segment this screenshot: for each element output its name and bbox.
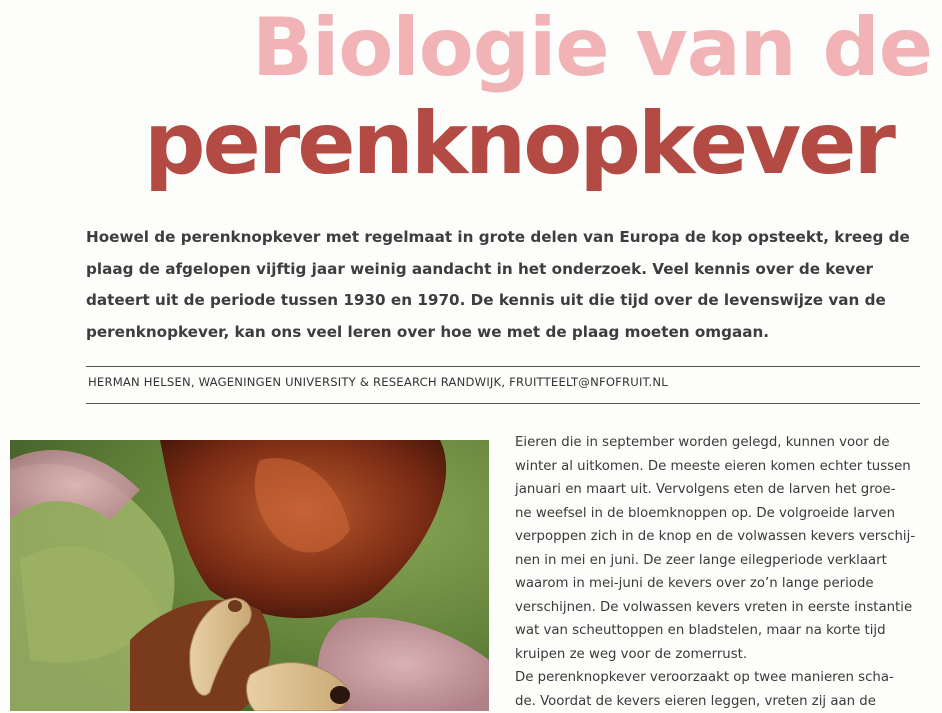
title-line-2: perenknopkever <box>144 92 893 196</box>
body-line: verschijnen. De volwassen kevers vreten in eerste instantie <box>515 596 925 620</box>
title-line-1: Biologie van de <box>252 0 932 96</box>
byline-rule-bottom <box>86 403 920 404</box>
body-line: januari en maart uit. Vervolgens eten de larven het groe- <box>515 478 925 502</box>
body-line: kruipen ze weg voor de zomerrust. <box>515 643 925 667</box>
body-line: waarom in mei-juni de kevers over zo’n lange periode <box>515 572 925 596</box>
body-line: winter al uitkomen. De meeste eieren komen echter tussen <box>515 455 925 479</box>
byline: HERMAN HELSEN, WAGENINGEN UNIVERSITY & RESEARCH RANDWIJK, FRUITTEELT@NFOFRUIT.NL <box>88 375 668 389</box>
intro-paragraph: Hoewel de perenknopkever met regelmaat in grote delen van Europa de kop opsteekt, kreeg de plaag de afgelopen vijftig jaar weinig aandacht in het onderzoek. Veel kennis over de kever dateert uit de periode tussen 1930 en 1970. De kennis uit die tijd over de levenswijze van de perenknopkever, kan ons veel leren over hoe we met de plaag moeten omgaan. <box>86 222 926 348</box>
body-line: wat van scheuttoppen en bladstelen, maar na korte tijd <box>515 619 925 643</box>
body-line: nen in mei en juni. De zeer lange eilegperiode verklaart <box>515 549 925 573</box>
beetle-larvae-photo <box>10 440 489 711</box>
body-line: de. Voordat de kevers eieren leggen, vreten zij aan de <box>515 690 925 713</box>
byline-rule-top <box>86 366 920 367</box>
body-column <box>515 431 925 713</box>
body-line: verpoppen zich in de knop en de volwassen kevers verschij- <box>515 525 925 549</box>
body-line: Eieren die in september worden gelegd, kunnen voor de <box>515 431 925 455</box>
body-line: De perenknopkever veroorzaakt op twee manieren scha- <box>515 666 925 690</box>
body-line: ne weefsel in de bloemknoppen op. De volgroeide larven <box>515 502 925 526</box>
